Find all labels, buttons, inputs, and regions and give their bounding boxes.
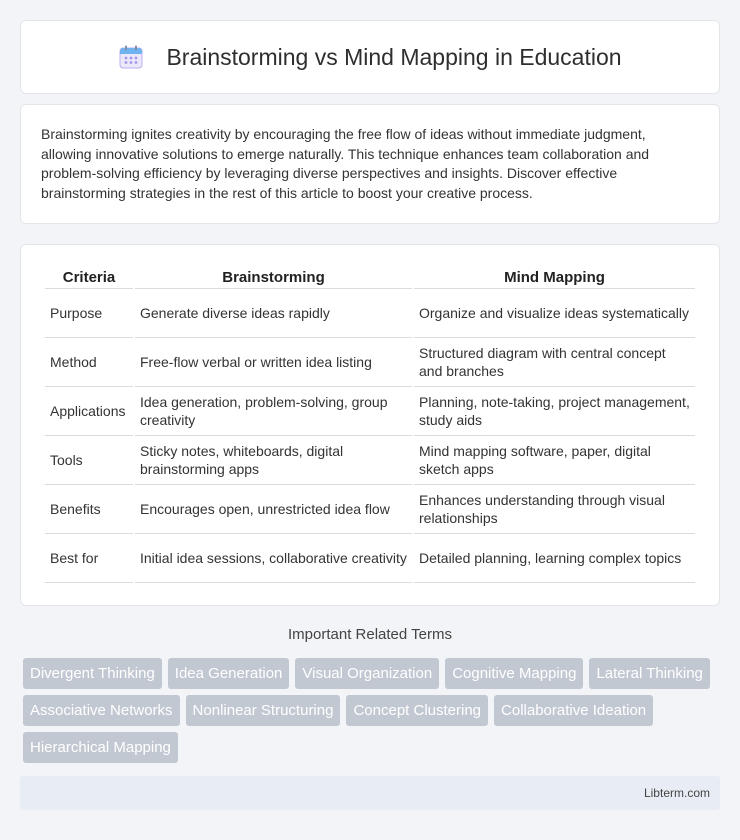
row-criteria: Tools xyxy=(45,436,133,485)
row-brainstorming: Free-flow verbal or written idea listing xyxy=(135,338,412,387)
row-criteria: Benefits xyxy=(45,485,133,534)
intro-text: Brainstorming ignites creativity by encouraging the free flow of ideas without immediate judgment, allowing innovative solutions to emerge naturally. This technique enhances team collaboration and problem-solving efficiency by leveraging diverse perspectives and insights. Discover effective brainstorming strategies in the rest of this article to boost your creative process. xyxy=(41,126,650,201)
row-criteria: Purpose xyxy=(45,289,133,338)
comparison-table-card xyxy=(20,244,720,606)
table-header-row xyxy=(45,265,695,289)
row-brainstorming: Initial idea sessions, collaborative creativity xyxy=(135,534,412,583)
term-tag[interactable]: Visual Organization xyxy=(295,658,439,689)
row-mind-mapping: Enhances understanding through visual relationships xyxy=(414,485,695,534)
header-brainstorming: Brainstorming xyxy=(135,265,412,289)
row-brainstorming: Generate diverse ideas rapidly xyxy=(135,289,412,338)
row-mind-mapping: Structured diagram with central concept and branches xyxy=(414,338,695,387)
table-row xyxy=(45,436,695,485)
row-brainstorming: Idea generation, problem-solving, group creativity xyxy=(135,387,412,436)
table-row xyxy=(45,534,695,583)
term-tag[interactable]: Associative Networks xyxy=(23,695,180,726)
related-terms-list xyxy=(23,658,723,769)
table-row xyxy=(45,289,695,338)
row-mind-mapping: Planning, note-taking, project management, study aids xyxy=(414,387,695,436)
row-mind-mapping: Mind mapping software, paper, digital sketch apps xyxy=(414,436,695,485)
term-tag[interactable]: Cognitive Mapping xyxy=(445,658,583,689)
term-tag[interactable]: Collaborative Ideation xyxy=(494,695,653,726)
comparison-table xyxy=(43,265,697,583)
term-tag[interactable]: Lateral Thinking xyxy=(589,658,709,689)
row-mind-mapping: Organize and visualize ideas systematically xyxy=(414,289,695,338)
footer-site-link[interactable]: Libterm.com xyxy=(643,786,710,800)
intro-card xyxy=(20,104,720,224)
term-tag[interactable]: Nonlinear Structuring xyxy=(186,695,341,726)
table-row xyxy=(45,338,695,387)
header-criteria: Criteria xyxy=(45,265,133,289)
table-row xyxy=(45,485,695,534)
header-mind-mapping: Mind Mapping xyxy=(414,265,695,289)
footer xyxy=(20,776,720,810)
row-brainstorming: Sticky notes, whiteboards, digital brainstorming apps xyxy=(135,436,412,485)
term-tag[interactable]: Divergent Thinking xyxy=(23,658,162,689)
calendar-icon xyxy=(118,44,144,70)
row-criteria: Applications xyxy=(45,387,133,436)
page-title: Brainstorming vs Mind Mapping in Education xyxy=(166,43,622,70)
term-tag[interactable]: Idea Generation xyxy=(168,658,290,689)
row-criteria: Method xyxy=(45,338,133,387)
term-tag[interactable]: Hierarchical Mapping xyxy=(23,732,178,763)
row-criteria: Best for xyxy=(45,534,133,583)
row-mind-mapping: Detailed planning, learning complex topics xyxy=(414,534,695,583)
table-row xyxy=(45,387,695,436)
row-brainstorming: Encourages open, unrestricted idea flow xyxy=(135,485,412,534)
title-card xyxy=(20,20,720,94)
related-terms-heading: Important Related Terms xyxy=(288,626,452,643)
term-tag[interactable]: Concept Clustering xyxy=(346,695,488,726)
